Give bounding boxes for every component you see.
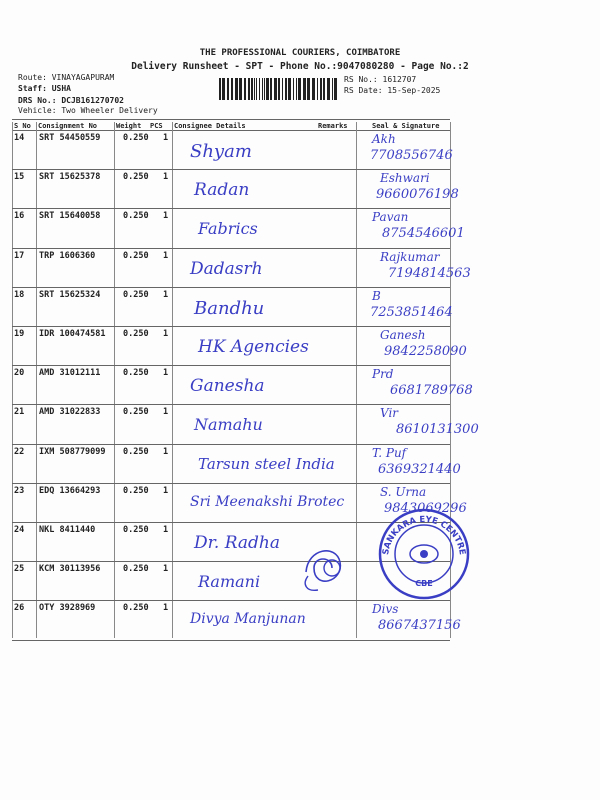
row-divider: [12, 287, 450, 288]
row-consignee-handwriting: Fabrics: [198, 219, 258, 239]
row-consignment-no: IXM 508779099: [39, 446, 106, 457]
col-seal-signature: Seal & Signature: [372, 122, 440, 130]
rs-date: RS Date: 15-Sep-2025: [344, 86, 441, 95]
route-label: Route: VINAYAGAPURAM: [18, 73, 115, 82]
row-consignment-no: SRT 15640058: [39, 211, 101, 222]
row-weight: 0.250: [123, 368, 149, 379]
rs-number: RS No.: 1612707: [344, 75, 417, 84]
row-sno: 26: [14, 603, 25, 614]
row-phone-handwriting: 7194814563: [388, 265, 471, 281]
col-pcs: PCS: [150, 122, 163, 130]
row-consignee-handwriting: Ramani: [198, 572, 261, 592]
row-sno: 21: [14, 407, 25, 418]
row-divider: [12, 483, 450, 484]
row-consignment-no: AMD 31012111: [39, 368, 101, 379]
row-consignment-no: SRT 15625324: [39, 289, 101, 300]
col-consignment: Consignment No: [38, 122, 98, 130]
row-signature: Akh: [372, 132, 396, 146]
row-divider: [12, 640, 450, 641]
row-phone-handwriting: 9842258090: [384, 344, 467, 359]
row-divider: [12, 365, 450, 366]
row-consignment-no: SRT 54450559: [39, 133, 101, 143]
row-weight: 0.250: [123, 407, 149, 418]
row-weight: 0.250: [123, 603, 149, 614]
row-phone-handwriting: 8754546601: [382, 226, 465, 242]
row-consignee-handwriting: Dr. Radha: [194, 533, 280, 553]
stamp-city: CBE: [415, 579, 433, 588]
row-pcs: 1: [163, 368, 169, 379]
row-sno: 18: [14, 289, 25, 300]
row-weight: 0.250: [123, 289, 149, 300]
runsheet-subtitle: Delivery Runsheet - SPT - Phone No.:9047080280 - Page No.:2: [131, 61, 469, 72]
row-weight: 0.250: [123, 250, 149, 261]
row-sno: 15: [14, 172, 25, 183]
row-consignment-no: SRT 15625378: [39, 172, 101, 183]
row-sno: 17: [14, 250, 25, 261]
row-pcs: 1: [163, 250, 169, 261]
col-sno: S No: [14, 122, 31, 130]
row-sno: 20: [14, 368, 25, 379]
row-phone-handwriting: 9843069296: [384, 500, 467, 516]
row-sno: 25: [14, 564, 25, 575]
row-divider: [12, 444, 450, 445]
drs-number: DRS No.: DCJB161270702: [18, 96, 124, 105]
row-weight: 0.250: [123, 485, 149, 496]
row-phone-handwriting: 7708556746: [370, 148, 453, 163]
row-pcs: 1: [163, 289, 169, 300]
row-phone-handwriting: 8667437156: [378, 618, 461, 634]
row-consignee-handwriting: Shyam: [190, 141, 252, 162]
barcode: [219, 78, 339, 100]
row-pcs: 1: [163, 172, 169, 183]
row-pcs: 1: [163, 211, 169, 222]
row-consignee-handwriting: Namahu: [194, 415, 263, 435]
row-sno: 16: [14, 211, 25, 222]
company-title: THE PROFESSIONAL COURIERS, COIMBATORE: [199, 48, 401, 58]
col-consignee: Consignee Details: [174, 122, 246, 130]
row-consignee-handwriting: Dadasrh: [190, 258, 263, 279]
row-pcs: 1: [163, 446, 169, 457]
row-consignment-no: AMD 31022833: [39, 407, 101, 418]
row-sno: 22: [14, 446, 25, 457]
row-consignment-no: EDQ 13664293: [39, 485, 101, 496]
row-signature: Ganesh: [380, 328, 426, 342]
row-signature: B: [372, 288, 381, 303]
row-pcs: 1: [163, 525, 169, 535]
row-signature: Pavan: [372, 210, 409, 225]
row-weight: 0.250: [123, 133, 149, 143]
row-pcs: 1: [163, 603, 169, 614]
stamp-text: SANKARA EYE CENTRE: [381, 514, 467, 556]
sankara-stamp: [378, 508, 470, 600]
col-remarks: Remarks: [318, 122, 348, 130]
row-pcs: 1: [163, 329, 169, 339]
row-weight: 0.250: [123, 446, 149, 457]
row-divider: [12, 326, 450, 327]
row-consignee-handwriting: Ganesha: [190, 376, 265, 397]
row-signature: Vir: [380, 406, 399, 421]
row-phone-handwriting: 9660076198: [376, 187, 459, 203]
row-divider: [12, 600, 450, 601]
row-weight: 0.250: [123, 564, 149, 575]
row-phone-handwriting: 7253851464: [370, 304, 453, 320]
row-signature: Prd: [372, 367, 394, 382]
row-weight: 0.250: [123, 525, 149, 535]
row-weight: 0.250: [123, 211, 149, 222]
scribble-mark: [296, 538, 352, 596]
row-weight: 0.250: [123, 172, 149, 183]
row-phone-handwriting: 8610131300: [396, 422, 479, 438]
row-consignee-handwriting: Divya Manjunan: [190, 611, 306, 628]
row-pcs: 1: [163, 407, 169, 418]
staff-label: Staff: USHA: [18, 84, 71, 93]
row-consignee-handwriting: Bandhu: [194, 297, 265, 319]
row-consignment-no: TRP 1606360: [39, 250, 96, 261]
row-phone-handwriting: 6369321440: [378, 461, 461, 477]
row-divider: [12, 169, 450, 170]
row-consignment-no: KCM 30113956: [39, 564, 101, 575]
row-signature: S. Urna: [380, 484, 427, 499]
row-sno: 19: [14, 329, 25, 339]
row-weight: 0.250: [123, 329, 149, 339]
row-phone-handwriting: 6681789768: [390, 383, 473, 399]
row-signature: Eshwari: [380, 171, 430, 186]
row-consignee-handwriting: Radan: [194, 180, 250, 201]
row-sno: 24: [14, 525, 25, 535]
row-sno: 23: [14, 485, 25, 496]
row-pcs: 1: [163, 564, 169, 575]
vehicle-label: Vehicle: Two Wheeler Delivery: [18, 106, 158, 115]
row-pcs: 1: [163, 133, 169, 143]
row-divider: [12, 404, 450, 405]
row-consignee-handwriting: Sri Meenakshi Brotec: [190, 493, 345, 510]
row-signature: Divs: [372, 602, 399, 617]
row-divider: [12, 208, 450, 209]
col-weight: Weight: [116, 122, 142, 130]
row-consignment-no: OTY 3928969: [39, 603, 96, 614]
row-pcs: 1: [163, 485, 169, 496]
row-signature: Rajkumar: [380, 249, 440, 264]
row-consignment-no: IDR 100474581: [39, 329, 106, 339]
row-signature: T. Puf: [372, 445, 407, 460]
row-divider: [12, 248, 450, 249]
row-consignment-no: NKL 8411440: [39, 525, 96, 535]
row-sno: 14: [14, 133, 25, 143]
row-consignee-handwriting: HK Agencies: [198, 337, 309, 357]
row-consignee-handwriting: Tarsun steel India: [198, 454, 335, 473]
